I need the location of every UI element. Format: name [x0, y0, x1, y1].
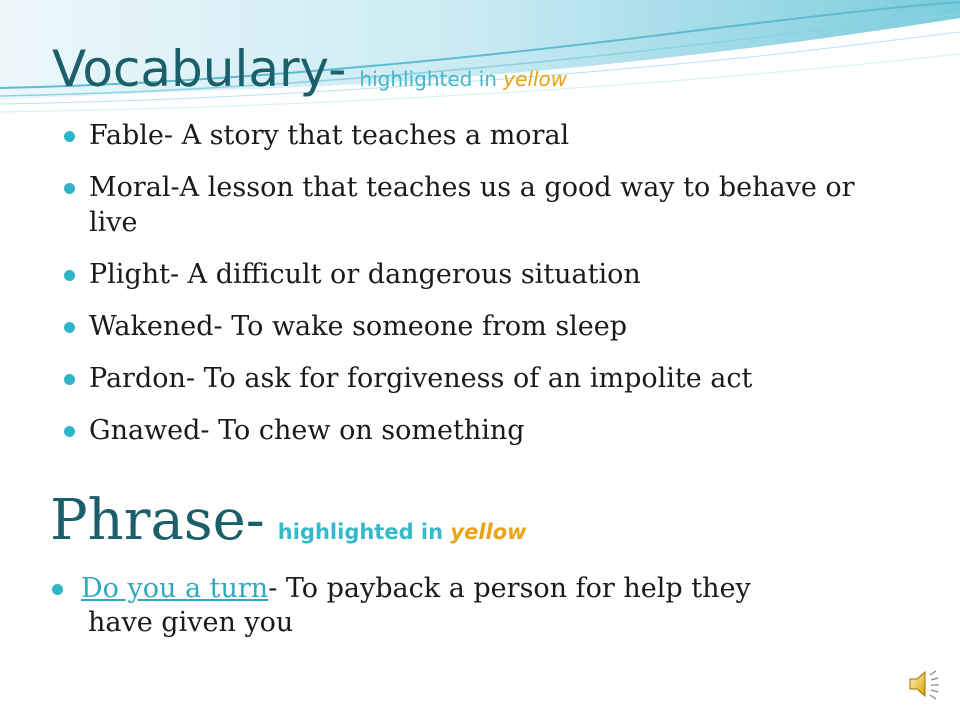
phrase-title: Phrase- [50, 488, 265, 553]
list-item: Fable- A story that teaches a moral [64, 118, 884, 153]
bullet-icon [52, 584, 63, 595]
list-item: Plight- A difficult or dangerous situation [64, 257, 884, 292]
phrase-link[interactable]: Do you a turn [81, 573, 269, 604]
phrase-item [52, 572, 882, 640]
phrase-subtitle: highlighted in yellow [277, 520, 527, 544]
list-item: Moral-A lesson that teaches us a good way to behave or live [64, 170, 884, 240]
phrase-heading [50, 488, 527, 553]
bullet-icon [64, 426, 75, 437]
bullet-icon [64, 131, 75, 142]
list-item: Pardon- To ask for forgiveness of an impolite act [64, 361, 884, 396]
bullet-icon [64, 270, 75, 281]
phrase-definition: - To payback a person for help they [268, 573, 751, 604]
list-item: Gnawed- To chew on something [64, 413, 884, 448]
speaker-icon[interactable] [904, 664, 944, 704]
vocabulary-heading [52, 40, 567, 98]
phrase-definition-continued: have given you [88, 607, 294, 638]
vocabulary-list [64, 118, 884, 465]
vocabulary-title: Vocabulary- [52, 40, 347, 98]
bullet-icon [64, 374, 75, 385]
vocabulary-subtitle: highlighted in yellow [359, 67, 568, 91]
bullet-icon [64, 322, 75, 333]
list-item: Wakened- To wake someone from sleep [64, 309, 884, 344]
bullet-icon [64, 183, 75, 194]
